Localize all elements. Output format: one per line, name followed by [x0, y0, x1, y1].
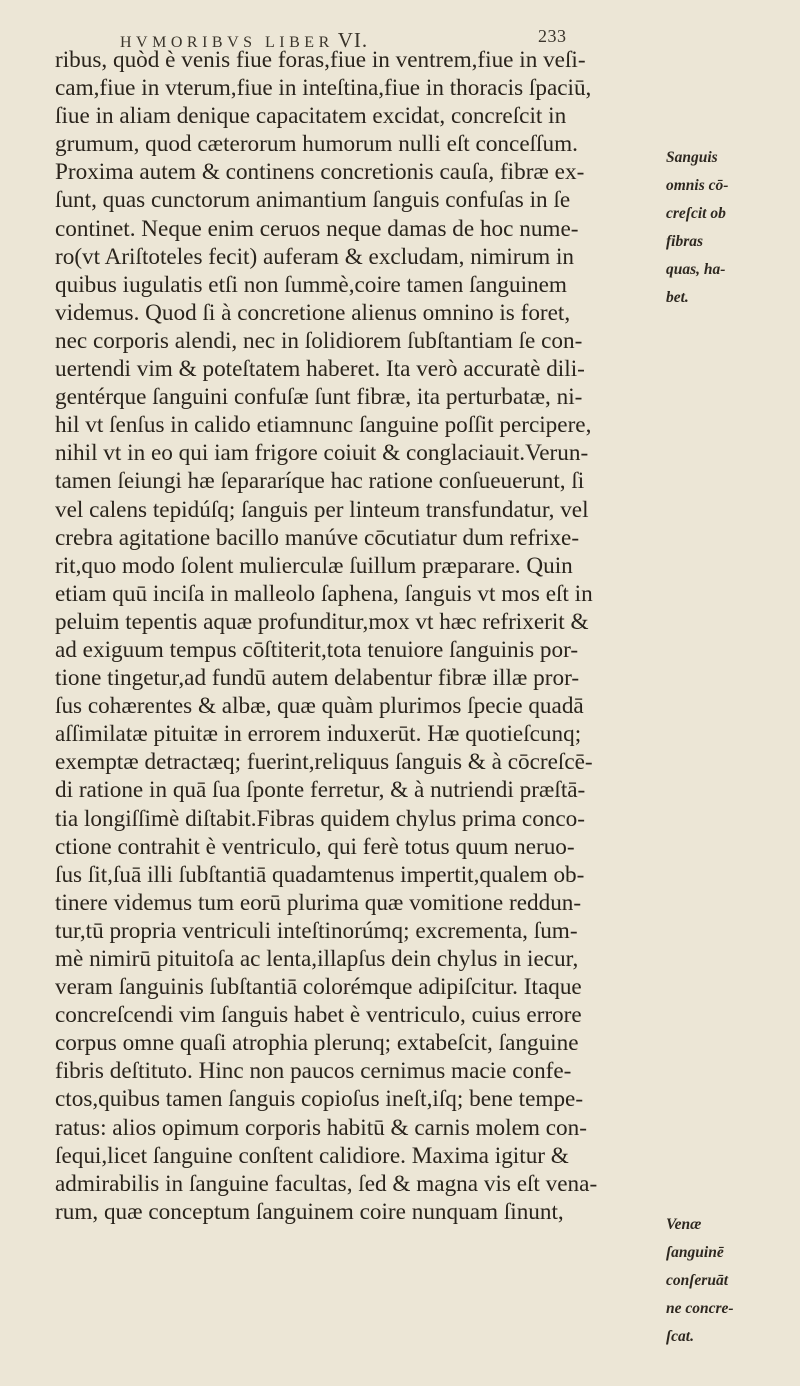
- text-line: nec corporis alendi, nec in ſolidiorem ſubſtantiam ſe con-: [55, 327, 583, 354]
- body-text: [55, 46, 667, 1226]
- text-line: ſunt, quas cunctorum animantium ſanguis confuſas in ſe: [55, 187, 571, 214]
- text-line: tione tingetur,ad fundū autem delabentur fibræ illæ pror-: [55, 665, 580, 692]
- text-line: ratus: alios opimum corporis habitū & carnis molem con-: [55, 1114, 587, 1141]
- text-line: corpus omne quaſi atrophia plerunq; extabeſcit, ſanguine: [55, 1030, 579, 1057]
- text-line: rit,quo modo ſolent mulierculæ ſuillum præparare. Quin: [55, 552, 573, 579]
- margin-note-line: omnis cō-: [666, 177, 729, 195]
- page-number: 233: [538, 26, 567, 46]
- text-line: rum, quæ conceptum ſanguinem coire nunquam ſinunt,: [55, 1198, 564, 1225]
- margin-note-line: conſeruāt: [666, 1272, 728, 1290]
- text-line: hil vt ſenſus in calido etiamnunc ſanguine poſſit percipere,: [55, 412, 592, 439]
- text-line: tinere videmus tum eorū plurima quæ vomitione reddun-: [55, 889, 582, 916]
- margin-note-venae: [666, 1211, 800, 1351]
- text-line: ad exiguum tempus cōſtiterit,tota tenuiore ſanguinis por-: [55, 636, 579, 663]
- margin-note-line: Sanguis: [666, 149, 718, 166]
- margin-note-line: Venæ: [666, 1216, 702, 1233]
- text-line: ribus, quòd è venis fiue foras,fiue in ventrem,fiue in veſi-: [55, 47, 586, 73]
- text-line: tur,tū propria ventriculi inteſtinorúmq; excrementa, ſum-: [55, 917, 578, 944]
- text-line: etiam quū inciſa in malleolo ſaphena, ſanguis vt mos eſt in: [55, 580, 593, 607]
- text-line: ctos,quibus tamen ſanguis copioſus ineſt,iſq; bene tempe-: [55, 1086, 584, 1113]
- text-line: admirabilis in ſanguine facultas, ſed & magna vis eſt vena-: [55, 1170, 598, 1197]
- text-line: tamen ſeiungi hæ ſepararíque hac ratione conſueuerunt, ſi: [55, 468, 585, 495]
- margin-note-line: ſanguinē: [666, 1244, 724, 1262]
- text-line: cam,fiue in vterum,fiue in inteſtina,fiue in thoracis ſpaciū,: [55, 75, 592, 102]
- text-line: ſus cohærentes & albæ, quæ quàm plurimos ſpecie quadā: [55, 693, 584, 720]
- text-line: ſus ſit,ſuā illi ſubſtantiā quadamtenus impertit,qualem ob-: [55, 861, 585, 888]
- text-line: mè nimirū pituitoſa ac lenta,illapſus dein chylus in iecur,: [55, 946, 579, 972]
- text-line: exemptæ detractæq; fuerint,reliquus ſanguis & à cōcreſcē-: [55, 749, 593, 776]
- running-title-text: HVMORIBVS LIBER: [120, 34, 334, 51]
- text-line: continet. Neque enim ceruos neque damas de hoc nume-: [55, 215, 579, 242]
- margin-note-line: bet.: [666, 289, 689, 307]
- text-line: quibus iugulatis etſi non ſummè,coire tamen ſanguinem: [55, 271, 567, 298]
- text-line: uertendi vim & poteſtatem haberet. Ita verò accuratè dili-: [55, 356, 585, 383]
- text-line: ctione contrahit è ventriculo, qui ferè totus quum neruo-: [55, 833, 575, 860]
- margin-note-sanguis: [666, 144, 800, 313]
- margin-note-line: quas, ha-: [666, 261, 726, 279]
- book-number: VI.: [337, 28, 369, 52]
- text-line: fibris deſtituto. Hinc non paucos cernimus macie confe-: [55, 1058, 572, 1085]
- text-line: videmus. Quod ſi à concretione alienus omnino is foret,: [55, 299, 571, 326]
- text-line: ſequi,licet ſanguine conſtent calidiore. Maxima igitur &: [55, 1142, 569, 1169]
- margin-note-line: fibras: [666, 233, 704, 251]
- text-line: grumum, quod cæterorum humorum nulli eſt conceſſum.: [55, 131, 578, 158]
- text-line: vel calens tepidúſq; ſanguis per linteum transfundatur, vel: [55, 496, 589, 523]
- margin-note-line: ne concre-: [666, 1300, 734, 1318]
- text-line: aſſimilatæ pituitæ in errorem induxerūt. Hæ quotieſcunq;: [55, 721, 582, 748]
- text-line: ro(vt Ariſtoteles fecit) auferam & excludam, nimirum in: [55, 243, 574, 270]
- text-line: gentérque ſanguini confuſæ ſunt fibræ, ita perturbatæ, ni-: [55, 384, 583, 411]
- text-line: ſiue in aliam denique capacitatem excidat, concreſcit in: [55, 103, 567, 130]
- text-line: concreſcendi vim ſanguis habet è ventriculo, cuius errore: [55, 1002, 582, 1029]
- margin-note-line: ſcat.: [666, 1328, 694, 1346]
- text-line: peluim tepentis aquæ profunditur,mox vt hæc refrixerit &: [55, 608, 589, 635]
- text-line: di ratione in quā ſua ſponte ferretur, & à nutriendi præſtā-: [55, 777, 586, 804]
- text-line: tia longiſſimè diſtabit.Fibras quidem chylus prima conco-: [55, 805, 585, 832]
- text-line: crebra agitatione bacillo manúve cōcutiatur dum refrixe-: [55, 524, 580, 551]
- text-line: nihil vt in eo qui iam frigore coiuit & conglaciauit.Verun-: [55, 440, 589, 467]
- text-line: veram ſanguinis ſubſtantiā colorémque adipiſcitur. Itaque: [55, 974, 582, 1001]
- margin-notes: [666, 0, 800, 1386]
- text-line: Proxima autem & continens concretionis cauſa, fibræ ex-: [55, 159, 585, 186]
- margin-note-line: creſcit ob: [666, 205, 726, 223]
